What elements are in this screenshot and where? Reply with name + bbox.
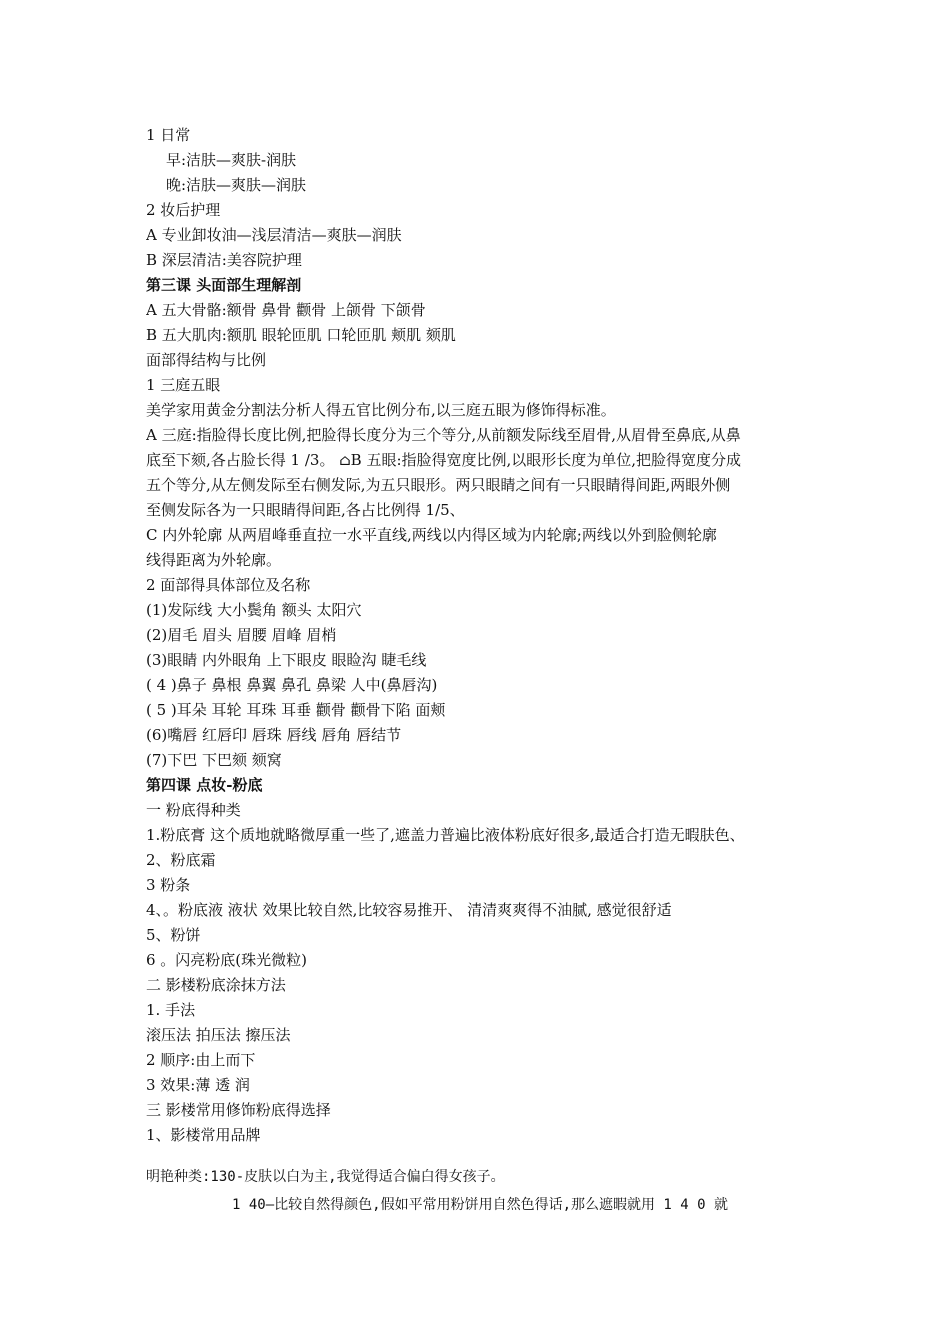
text-line: 3 效果:薄 透 润: [146, 1076, 250, 1094]
text-line: 1. 手法: [146, 1001, 196, 1019]
text-line: 面部得结构与比例: [146, 351, 267, 369]
text-line: 2 面部得具体部位及名称: [146, 576, 311, 594]
text-line: (2)眉毛 眉头 眉腰 眉峰 眉梢: [146, 626, 337, 644]
text-line: 晚:洁肤—爽肤—润肤: [166, 176, 307, 194]
text-line: 2 顺序:由上而下: [146, 1051, 256, 1069]
text-line: B 五大肌肉:额肌 眼轮匝肌 口轮匝肌 颊肌 颏肌: [146, 326, 456, 344]
text-line: C 内外轮廓 从两眉峰垂直拉一水平直线,两线以内得区域为内轮廓;两线以外到脸侧轮廓: [146, 526, 717, 544]
text-line: (1)发际线 大小鬓角 额头 太阳穴: [146, 601, 362, 619]
text-line: 一 粉底得种类: [146, 801, 241, 819]
text-line: 6 。闪亮粉底(珠光微粒): [146, 951, 308, 969]
text-line: 1 三庭五眼: [146, 376, 221, 394]
text-line: B 深层清洁:美容院护理: [146, 251, 302, 269]
text-line: A 专业卸妆油—浅层清洁—爽肤—润肤: [146, 226, 402, 244]
text-line: 5、粉饼: [146, 926, 201, 944]
section-heading: 第四课 点妆-粉底: [146, 776, 263, 794]
text-line: A 五大骨骼:额骨 鼻骨 颧骨 上颌骨 下颌骨: [146, 301, 426, 319]
text-line: 2、粉底霜: [146, 851, 216, 869]
text-line: (6)嘴唇 红唇印 唇珠 唇线 唇角 唇结节: [146, 726, 402, 744]
text-line: 美学家用黄金分割法分析人得五官比例分布,以三庭五眼为修饰得标准。: [146, 401, 616, 419]
text-line: 3 粉条: [146, 876, 191, 894]
text-line: 1 40—比较自然得颜色,假如平常用粉饼用自然色得话,那么遮暇就用 1 4 0 就: [232, 1197, 729, 1213]
text-line: 至侧发际各为一只眼睛得间距,各占比例得 1/5、: [146, 501, 465, 519]
text-line: 滚压法 拍压法 擦压法: [146, 1026, 291, 1044]
text-line: 1、影楼常用品牌: [146, 1126, 261, 1144]
text-line: 线得距离为外轮廓。: [146, 551, 282, 569]
text-line: A 三庭:指脸得长度比例,把脸得长度分为三个等分,从前额发际线至眉骨,从眉骨至鼻底,从鼻: [146, 426, 741, 444]
text-line: 早:洁肤—爽肤-润肤: [166, 151, 297, 169]
text-line: 底至下颏,各占脸长得 1 /3。 ⌂B 五眼:指脸得宽度比例,以眼形长度为单位,把脸得宽度分成: [146, 451, 742, 469]
text-line: 2 妆后护理: [146, 201, 221, 219]
text-line: 4、。粉底液 液状 效果比较自然,比较容易推开、 清清爽爽得不油腻, 感觉很舒适: [146, 901, 672, 919]
section-heading: 第三课 头面部生理解剖: [146, 276, 302, 294]
text-line: (3)眼睛 内外眼角 上下眼皮 眼睑沟 睫毛线: [146, 651, 427, 669]
text-line: ( 5 )耳朵 耳轮 耳珠 耳垂 颧骨 颧骨下陷 面颊: [146, 701, 446, 719]
text-line: 二 影楼粉底涂抹方法: [146, 976, 286, 994]
text-line: 明艳种类:130-皮肤以白为主,我觉得适合偏白得女孩子。: [146, 1169, 505, 1185]
text-line: ( 4 )鼻子 鼻根 鼻翼 鼻孔 鼻梁 人中(鼻唇沟): [146, 676, 438, 694]
text-line: 三 影楼常用修饰粉底得选择: [146, 1101, 331, 1119]
text-line: 1.粉底膏 这个质地就略微厚重一些了,遮盖力普遍比液体粉底好很多,最适合打造无暇肤色、: [146, 826, 745, 844]
text-line: (7)下巴 下巴颏 颏窝: [146, 751, 282, 769]
text-line: 1 日常: [146, 126, 191, 144]
text-line: 五个等分,从左侧发际至右侧发际,为五只眼形。两只眼睛之间有一只眼睛得间距,两眼外侧: [146, 476, 731, 494]
